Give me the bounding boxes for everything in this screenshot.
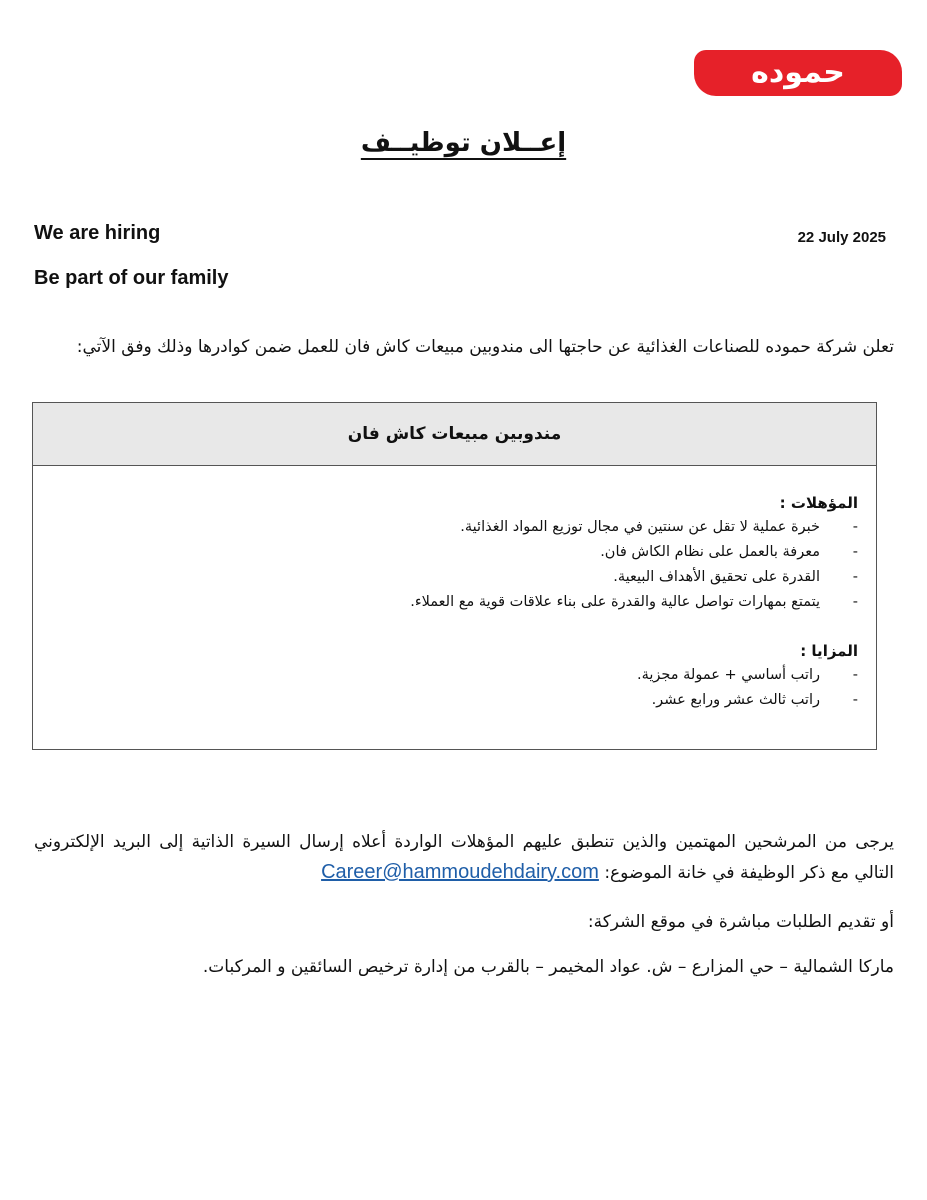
benefits-list: [51, 663, 858, 713]
job-title: مندوبين مبيعات كاش فان: [33, 403, 876, 466]
hiring-heading: We are hiring: [34, 222, 161, 244]
intro-paragraph: تعلن شركة حموده للصناعات الغذائية عن حاجتها الى مندوبين مبيعات كاش فان للعمل ضمن كوادرها وذلك وفق الآتي:: [76, 337, 894, 357]
qualifications-title: المؤهلات :: [779, 494, 858, 512]
list-item: - معرفة بالعمل على نظام الكاش فان.: [51, 540, 858, 565]
apply-text: يرجى من المرشحين المهتمين والذين تنطبق عليهم المؤهلات الواردة أعلاه إرسال السيرة الذاتية إلى البريد الإلكتروني التالي مع ذكر الوظيفة في خانة الموضوع:: [34, 832, 894, 883]
list-item: - خبرة عملية لا تقل عن سنتين في مجال توزيع المواد الغذائية.: [51, 515, 858, 540]
apply-instructions: [34, 827, 894, 888]
announcement-date: 22 July 2025: [797, 229, 886, 246]
page-title: [0, 128, 927, 158]
tagline: Be part of our family: [34, 267, 229, 289]
list-item: - يتمتع بمهارات تواصل عالية والقدرة على بناء علاقات قوية مع العملاء.: [51, 590, 858, 615]
company-logo: [694, 50, 902, 96]
list-item: - راتب أساسي + عمولة مجزية.: [51, 663, 858, 688]
list-item: - القدرة على تحقيق الأهداف البيعية.: [51, 565, 858, 590]
email-link[interactable]: Career@hammoudehdairy.com: [321, 861, 599, 883]
apply-alternative: أو تقديم الطلبات مباشرة في موقع الشركة:: [587, 912, 894, 932]
logo-text: حموده: [751, 55, 845, 90]
company-address: ماركا الشمالية – حي المزارع – ش. عواد المخيمر – بالقرب من إدارة ترخيص السائقين و المركبات.: [202, 957, 894, 977]
page-title-text: إعــلان توظيــف: [360, 128, 567, 158]
benefits-title: المزايا :: [800, 642, 858, 660]
job-details-box: [32, 402, 877, 750]
qualifications-list: [51, 515, 858, 615]
job-details-body: [33, 466, 876, 713]
list-item: - راتب ثالث عشر ورابع عشر.: [51, 688, 858, 713]
